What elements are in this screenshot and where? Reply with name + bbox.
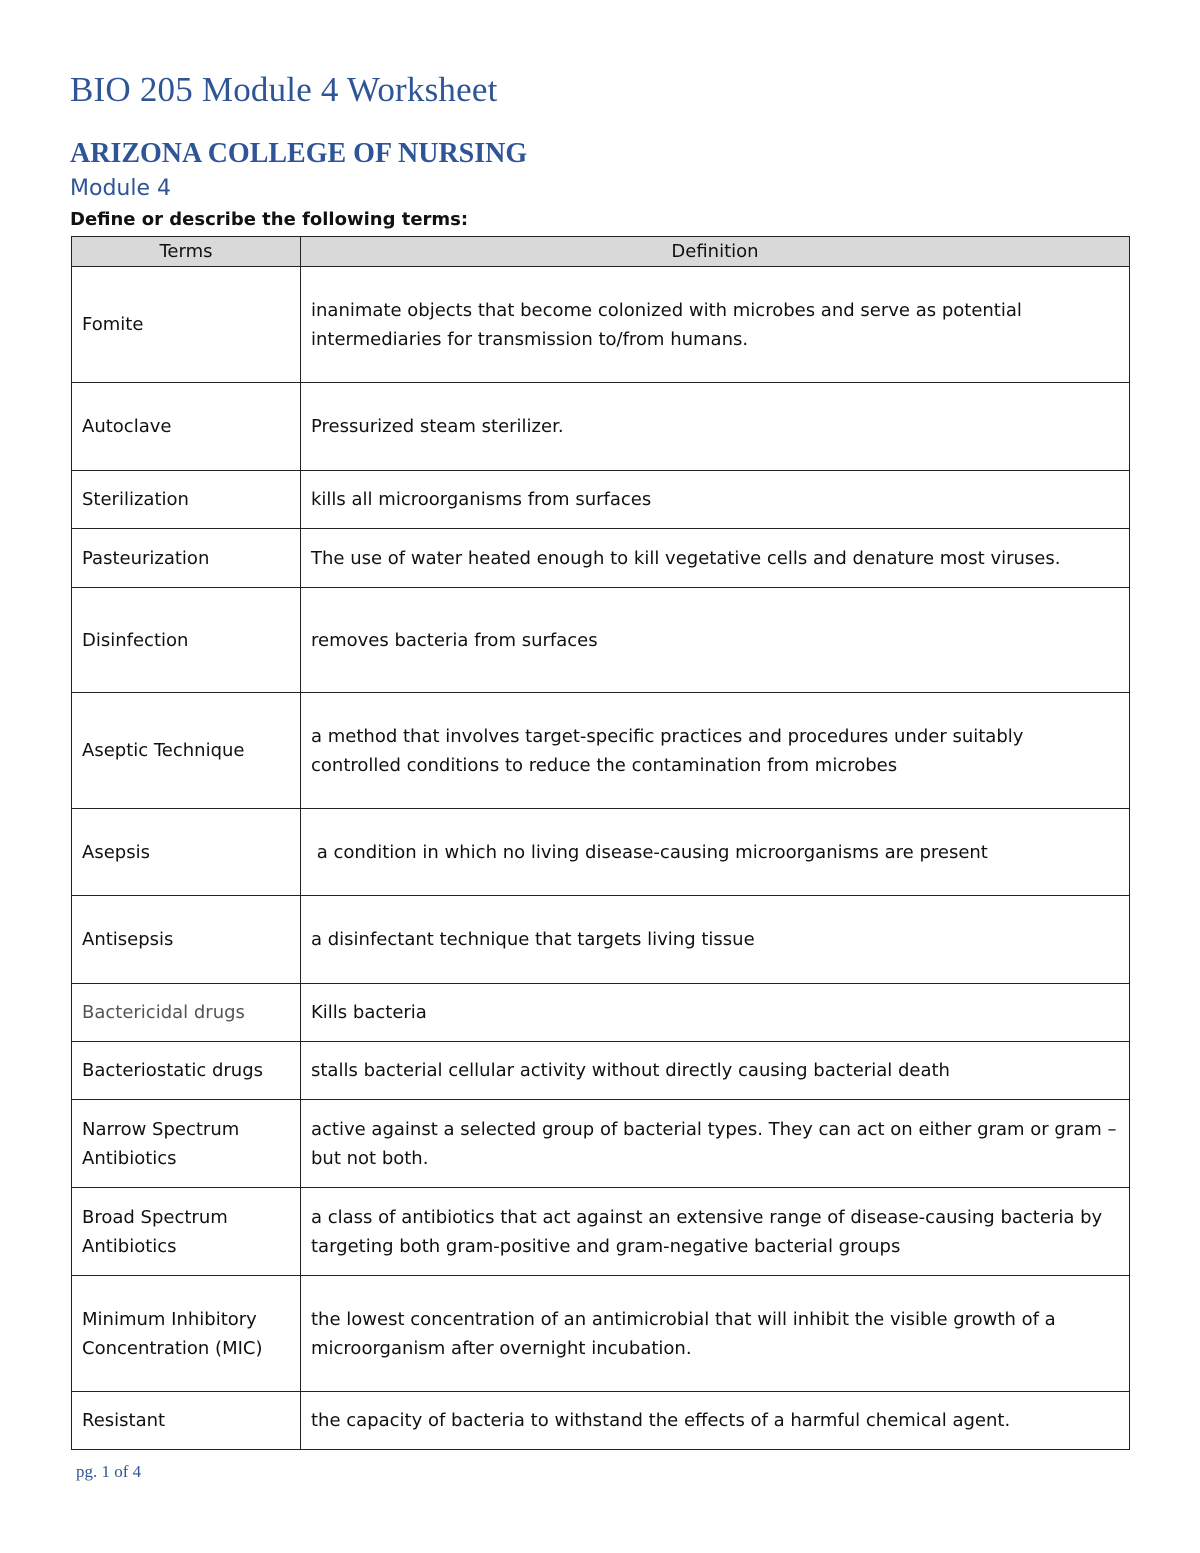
definition-cell: inanimate objects that become colonized with microbes and serve as potential intermediaries for transmission to/from humans. (301, 267, 1130, 383)
table-header-row (72, 237, 1130, 267)
table-row (72, 1276, 1130, 1392)
definition-cell: a method that involves target-specific practices and procedures under suitably controlled conditions to reduce the contamination from microbes (301, 693, 1130, 809)
term-cell: Broad Spectrum Antibiotics (72, 1188, 301, 1276)
term-cell: Bacteriostatic drugs (72, 1042, 301, 1100)
term-cell: Sterilization (72, 471, 301, 529)
table-row (72, 1042, 1130, 1100)
college-name: ARIZONA COLLEGE OF NURSING (70, 138, 528, 169)
definition-cell: Kills bacteria (301, 984, 1130, 1042)
definition-cell: stalls bacterial cellular activity without directly causing bacterial death (301, 1042, 1130, 1100)
table-row (72, 588, 1130, 693)
column-header-terms: Terms (72, 237, 301, 267)
table-row (72, 1188, 1130, 1276)
table-row (72, 693, 1130, 809)
definition-cell: the capacity of bacteria to withstand the effects of a harmful chemical agent. (301, 1392, 1130, 1450)
column-header-definition: Definition (301, 237, 1130, 267)
term-cell: Minimum Inhibitory Concentration (MIC) (72, 1276, 301, 1392)
table-row (72, 1392, 1130, 1450)
page-number: pg. 1 of 4 (76, 1462, 142, 1481)
term-cell: Asepsis (72, 809, 301, 896)
definition-cell: kills all microorganisms from surfaces (301, 471, 1130, 529)
term-cell: Narrow Spectrum Antibiotics (72, 1100, 301, 1188)
definition-cell: a condition in which no living disease-causing microorganisms are present (301, 809, 1130, 896)
definition-cell: the lowest concentration of an antimicrobial that will inhibit the visible growth of a microorganism after overnight incubation. (301, 1276, 1130, 1392)
module-heading: Module 4 (70, 176, 171, 201)
term-cell: Disinfection (72, 588, 301, 693)
term-cell: Bactericidal drugs (72, 984, 301, 1042)
definition-cell: active against a selected group of bacterial types. They can act on either gram or gram – but not both. (301, 1100, 1130, 1188)
table-row (72, 896, 1130, 984)
definition-cell: The use of water heated enough to kill vegetative cells and denature most viruses. (301, 529, 1130, 588)
table-row (72, 529, 1130, 588)
term-cell: Fomite (72, 267, 301, 383)
term-cell: Aseptic Technique (72, 693, 301, 809)
table-row (72, 383, 1130, 471)
definition-cell: a disinfectant technique that targets living tissue (301, 896, 1130, 984)
table-row (72, 809, 1130, 896)
term-cell: Autoclave (72, 383, 301, 471)
definition-cell: removes bacteria from surfaces (301, 588, 1130, 693)
definition-cell: Pressurized steam sterilizer. (301, 383, 1130, 471)
document-title: BIO 205 Module 4 Worksheet (70, 70, 498, 109)
terms-table (71, 236, 1130, 1450)
term-cell: Pasteurization (72, 529, 301, 588)
table-row (72, 267, 1130, 383)
table-row (72, 1100, 1130, 1188)
table-row (72, 471, 1130, 529)
table-row (72, 984, 1130, 1042)
term-cell: Antisepsis (72, 896, 301, 984)
instructions: Define or describe the following terms: (70, 209, 469, 230)
term-cell: Resistant (72, 1392, 301, 1450)
definition-cell: a class of antibiotics that act against an extensive range of disease-causing bacteria by targeting both gram-positive and gram-negative bacterial groups (301, 1188, 1130, 1276)
